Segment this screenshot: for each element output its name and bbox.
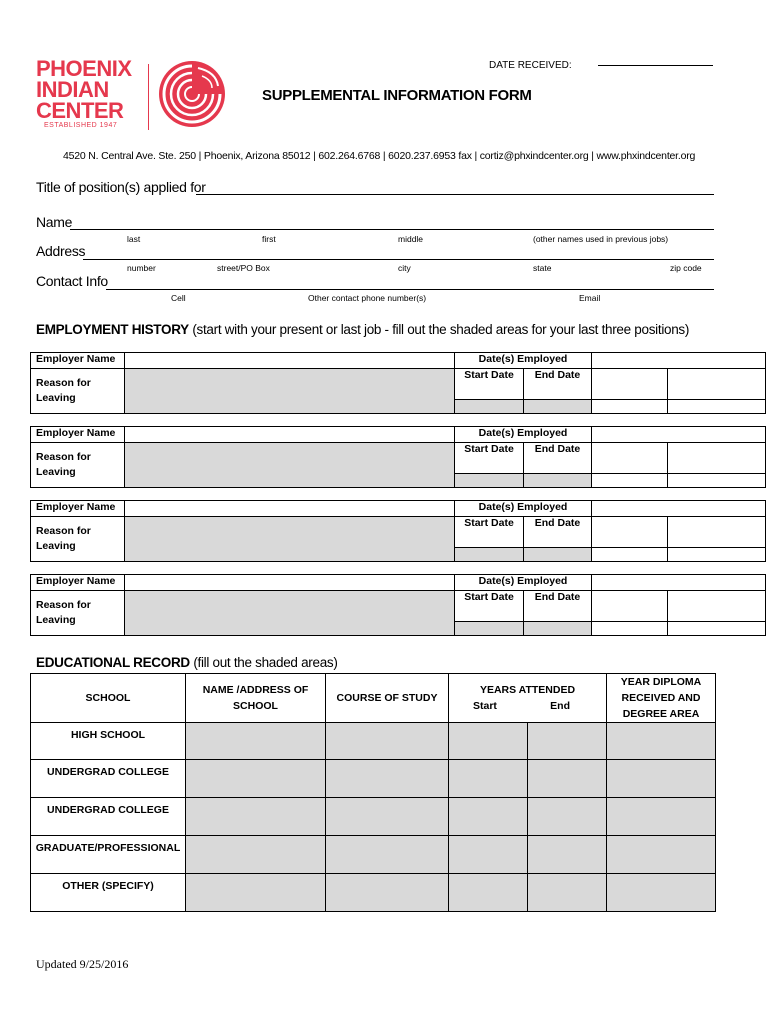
start-date-field[interactable] bbox=[455, 622, 524, 636]
name-sub-last: last bbox=[127, 234, 141, 244]
reason-label-line2: Leaving bbox=[36, 392, 76, 404]
education-table bbox=[30, 673, 716, 912]
school-row-label: OTHER (SPECIFY) bbox=[31, 874, 186, 912]
employer-block-1 bbox=[30, 352, 766, 414]
reason-label-line1: Reason for bbox=[36, 599, 91, 611]
school-name-field[interactable] bbox=[186, 836, 326, 874]
school-row-label: UNDERGRAD COLLEGE bbox=[31, 760, 186, 798]
reason-field[interactable] bbox=[125, 443, 455, 488]
start-date-label: Start Date bbox=[455, 517, 524, 548]
updated-date: Updated 9/25/2016 bbox=[36, 957, 129, 971]
end-date-label: End Date bbox=[524, 591, 592, 622]
year-end-field[interactable] bbox=[528, 760, 607, 798]
reason-field[interactable] bbox=[125, 517, 455, 562]
col-diploma-line1: YEAR DIPLOMA bbox=[620, 676, 702, 688]
extra-field[interactable] bbox=[668, 474, 766, 488]
employer-name-field[interactable] bbox=[125, 353, 455, 369]
school-row-label: GRADUATE/PROFESSIONAL bbox=[31, 836, 186, 874]
end-date-label: End Date bbox=[524, 369, 592, 400]
school-name-field[interactable] bbox=[186, 798, 326, 836]
extra-field[interactable] bbox=[592, 369, 668, 400]
col-name-line2: SCHOOL bbox=[233, 700, 278, 712]
col-years-title: YEARS ATTENDED bbox=[479, 684, 576, 696]
extra-field[interactable] bbox=[668, 591, 766, 622]
reason-label-line2: Leaving bbox=[36, 614, 76, 626]
course-field[interactable] bbox=[326, 874, 449, 912]
start-date-field[interactable] bbox=[455, 548, 524, 562]
employment-title: EMPLOYMENT HISTORY bbox=[36, 322, 189, 337]
extra-field[interactable] bbox=[592, 400, 668, 414]
contact-sub-email: Email bbox=[579, 293, 601, 303]
reason-label bbox=[31, 369, 125, 414]
year-start-field[interactable] bbox=[449, 798, 528, 836]
logo-line-1: PHOENIX bbox=[36, 56, 132, 81]
contact-field[interactable] bbox=[106, 275, 714, 290]
reason-label bbox=[31, 443, 125, 488]
address-sub-state: state bbox=[533, 263, 552, 273]
end-date-field[interactable] bbox=[524, 400, 592, 414]
employer-name-label: Employer Name bbox=[31, 575, 125, 591]
diploma-field[interactable] bbox=[607, 798, 716, 836]
contact-sub-cell: Cell bbox=[171, 293, 186, 303]
education-heading bbox=[36, 655, 338, 670]
position-field[interactable] bbox=[196, 181, 714, 195]
reason-label-line2: Leaving bbox=[36, 540, 76, 552]
employer-name-label: Employer Name bbox=[31, 353, 125, 369]
extra-field[interactable] bbox=[592, 517, 668, 548]
spiral-swirl-icon bbox=[158, 58, 226, 130]
dates-employed-label: Date(s) Employed bbox=[455, 427, 592, 443]
start-date-field[interactable] bbox=[455, 400, 524, 414]
address-field[interactable] bbox=[83, 245, 714, 260]
extra-field[interactable] bbox=[668, 517, 766, 548]
start-date-field[interactable] bbox=[455, 474, 524, 488]
extra-field[interactable] bbox=[668, 622, 766, 636]
employer-name-label: Employer Name bbox=[31, 501, 125, 517]
org-address: 4520 N. Central Ave. Ste. 250 | Phoenix, Arizona 85012 | 602.264.6768 | 6020.237.6953 fax | cortiz@phxindcenter.org | www.phxindcenter.org bbox=[63, 150, 696, 162]
col-school: SCHOOL bbox=[31, 674, 186, 723]
page-title: SUPPLEMENTAL INFORMATION FORM bbox=[262, 87, 532, 104]
employer-block-3 bbox=[30, 500, 766, 562]
year-end-field[interactable] bbox=[528, 723, 607, 760]
logo-established: ESTABLISHED 1947 bbox=[44, 122, 118, 129]
employment-note: (start with your present or last job - fill out the shaded areas for your last three positions) bbox=[192, 322, 690, 337]
diploma-field[interactable] bbox=[607, 836, 716, 874]
address-label: Address bbox=[36, 243, 86, 259]
date-received-label: DATE RECEIVED: bbox=[489, 60, 572, 71]
course-field[interactable] bbox=[326, 723, 449, 760]
col-end: End bbox=[550, 700, 570, 712]
start-date-label: Start Date bbox=[455, 369, 524, 400]
col-start: Start bbox=[473, 700, 497, 712]
school-row-label: HIGH SCHOOL bbox=[31, 723, 186, 760]
col-course: COURSE OF STUDY bbox=[326, 674, 449, 723]
reason-label-line1: Reason for bbox=[36, 525, 91, 537]
start-date-label: Start Date bbox=[455, 591, 524, 622]
diploma-field[interactable] bbox=[607, 760, 716, 798]
logo-line-2: INDIAN bbox=[36, 77, 109, 102]
name-label: Name bbox=[36, 214, 73, 230]
education-title: EDUCATIONAL RECORD bbox=[36, 655, 190, 670]
extra-field[interactable] bbox=[592, 353, 766, 369]
extra-field[interactable] bbox=[592, 591, 668, 622]
reason-label-line1: Reason for bbox=[36, 451, 91, 463]
contact-sub-other: Other contact phone number(s) bbox=[308, 293, 427, 303]
logo-divider bbox=[148, 64, 149, 130]
reason-field[interactable] bbox=[125, 369, 455, 414]
contact-label: Contact Info bbox=[36, 273, 108, 289]
year-end-field[interactable] bbox=[528, 874, 607, 912]
year-start-field[interactable] bbox=[449, 723, 528, 760]
col-diploma-line2: RECEIVED AND bbox=[621, 692, 701, 704]
col-years-sub bbox=[449, 698, 606, 714]
logo-wordmark bbox=[36, 58, 132, 121]
extra-field[interactable] bbox=[668, 369, 766, 400]
end-date-field[interactable] bbox=[524, 474, 592, 488]
employer-name-field[interactable] bbox=[125, 427, 455, 443]
extra-field[interactable] bbox=[592, 575, 766, 591]
year-start-field[interactable] bbox=[449, 760, 528, 798]
address-sub-zip: zip code bbox=[670, 263, 702, 273]
extra-field[interactable] bbox=[668, 400, 766, 414]
address-sub-city: city bbox=[398, 263, 411, 273]
dates-employed-label: Date(s) Employed bbox=[455, 353, 592, 369]
extra-field[interactable] bbox=[592, 427, 766, 443]
course-field[interactable] bbox=[326, 836, 449, 874]
name-sub-other: (other names used in previous jobs) bbox=[533, 234, 669, 244]
name-field[interactable] bbox=[70, 216, 714, 230]
extra-field[interactable] bbox=[592, 622, 668, 636]
education-note: (fill out the shaded areas) bbox=[193, 655, 338, 670]
position-label: Title of position(s) applied for bbox=[36, 179, 206, 195]
date-received-field[interactable] bbox=[598, 65, 713, 66]
school-name-field[interactable] bbox=[186, 723, 326, 760]
school-name-field[interactable] bbox=[186, 874, 326, 912]
col-name-address bbox=[186, 674, 326, 723]
name-sub-first: first bbox=[262, 234, 276, 244]
reason-label-line2: Leaving bbox=[36, 466, 76, 478]
reason-field[interactable] bbox=[125, 591, 455, 636]
col-name-line1: NAME /ADDRESS OF bbox=[202, 684, 309, 696]
dates-employed-label: Date(s) Employed bbox=[455, 501, 592, 517]
school-name-field[interactable] bbox=[186, 760, 326, 798]
end-date-label: End Date bbox=[524, 443, 592, 474]
school-row-label: UNDERGRAD COLLEGE bbox=[31, 798, 186, 836]
year-end-field[interactable] bbox=[528, 836, 607, 874]
employer-block-4 bbox=[30, 574, 766, 636]
name-sub-middle: middle bbox=[398, 234, 424, 244]
diploma-field[interactable] bbox=[607, 874, 716, 912]
extra-field[interactable] bbox=[668, 443, 766, 474]
course-field[interactable] bbox=[326, 760, 449, 798]
year-end-field[interactable] bbox=[528, 798, 607, 836]
reason-label bbox=[31, 517, 125, 562]
dates-employed-label: Date(s) Employed bbox=[455, 575, 592, 591]
col-diploma bbox=[607, 674, 716, 723]
reason-label-line1: Reason for bbox=[36, 377, 91, 389]
end-date-label: End Date bbox=[524, 517, 592, 548]
start-date-label: Start Date bbox=[455, 443, 524, 474]
logo-line-3: CENTER bbox=[36, 98, 124, 123]
col-years bbox=[449, 674, 607, 723]
employer-block-2 bbox=[30, 426, 766, 488]
employment-heading bbox=[36, 322, 689, 337]
extra-field[interactable] bbox=[592, 443, 668, 474]
extra-field[interactable] bbox=[592, 548, 668, 562]
end-date-field[interactable] bbox=[524, 548, 592, 562]
address-sub-street: street/PO Box bbox=[217, 263, 270, 273]
reason-label bbox=[31, 591, 125, 636]
diploma-field[interactable] bbox=[607, 723, 716, 760]
year-start-field[interactable] bbox=[449, 874, 528, 912]
col-diploma-line3: DEGREE AREA bbox=[622, 708, 700, 720]
end-date-field[interactable] bbox=[524, 622, 592, 636]
extra-field[interactable] bbox=[592, 501, 766, 517]
employer-name-field[interactable] bbox=[125, 575, 455, 591]
extra-field[interactable] bbox=[592, 474, 668, 488]
address-sub-number: number bbox=[127, 263, 156, 273]
employer-name-field[interactable] bbox=[125, 501, 455, 517]
course-field[interactable] bbox=[326, 798, 449, 836]
employer-name-label: Employer Name bbox=[31, 427, 125, 443]
year-start-field[interactable] bbox=[449, 836, 528, 874]
extra-field[interactable] bbox=[668, 548, 766, 562]
